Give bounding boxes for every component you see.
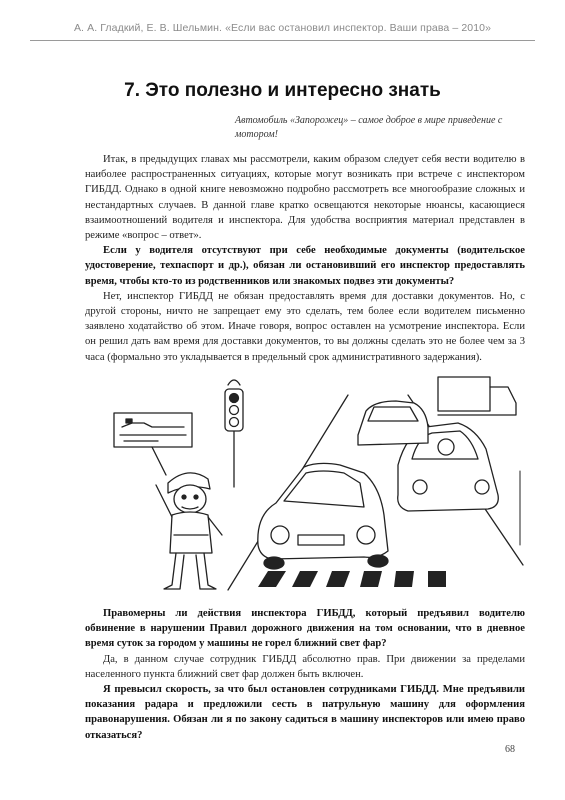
header-rule [30,40,535,41]
question-documents: Если у водителя отсутствуют при себе необходимые документы (водительское удостоверение, техпаспорт и др.), обязан ли остановивший его инспектор предоставлять время, чтобы кто-то из родственников или знакомых подвез эти документы? [85,245,525,287]
truck [438,377,516,415]
running-header [0,22,565,42]
page-number: 68 [505,744,515,755]
paragraph-intro: Итак, в предыдущих главах мы рассмотрели, каким образом следует себя вести водителю в наиболее распространенных ситуациях, которые могут возникать при встрече с инспектором ГИБДД. Однако в одной книге невозможно подробно рассмотреть все многообразие сложных и нестандартных случаев. В данной главе кратко освещаются некоторые нюансы, касающиеся взаимоотношений водителя и инспектора. Для удобства восприятия материал представлен в режиме «вопрос – ответ». [85,154,525,242]
car-front [258,463,388,569]
question-patrol-car: Я превысил скорость, за что был остановлен сотрудниками ГИБДД. Мне предъявили показания радара и предложили сесть в патрульную машину для оформления правонарушения. Обязан ли я по закону садиться в машину инспекторов или имею право отказаться? [85,684,525,741]
policeman-figure [156,473,222,589]
running-title: А. А. Гладкий, Е. В. Шельмин. «Если вас остановил инспектор. Ваши права – 2010» [73,22,492,34]
answer-documents: Нет, инспектор ГИБДД не обязан предоставлять время для доставки документов. Но, с другой стороны, ничто не запрещает ему это сделать, тем более если водителем письменно заявлено ходатайство об этом. Иначе говоря, вопрос оставлен на усмотрение инспектора. Если он решил дать вам время для доставки документов, то вы должны сделать это не более чем за 3 часа (формально это укладывается в предельный срок административного задержания). [85,290,525,363]
sign-board [114,413,192,475]
text-block-bottom [85,606,525,743]
traffic-police-illustration [108,375,528,597]
crosswalk-stripes [258,571,446,587]
question-headlights: Правомерны ли действия инспектора ГИБДД, который предъявил водителю обвинение в нарушении Правил дорожного движения на том основании, что в дневное время суток за городом у машины не горел ближний свет фар? [85,608,525,650]
answer-headlights: Да, в данном случае сотрудник ГИБДД абсолютно прав. При движении за пределами населенного пункта ближний свет фар должен быть включен. [85,653,525,680]
text-block-top [85,152,525,365]
traffic-light [225,380,243,487]
epigraph: Автомобиль «Запорожец» – самое доброе в мире приведение с мотором! [235,115,503,140]
chapter-title: 7. Это полезно и интересно знать [124,80,441,101]
car-background [358,401,428,445]
